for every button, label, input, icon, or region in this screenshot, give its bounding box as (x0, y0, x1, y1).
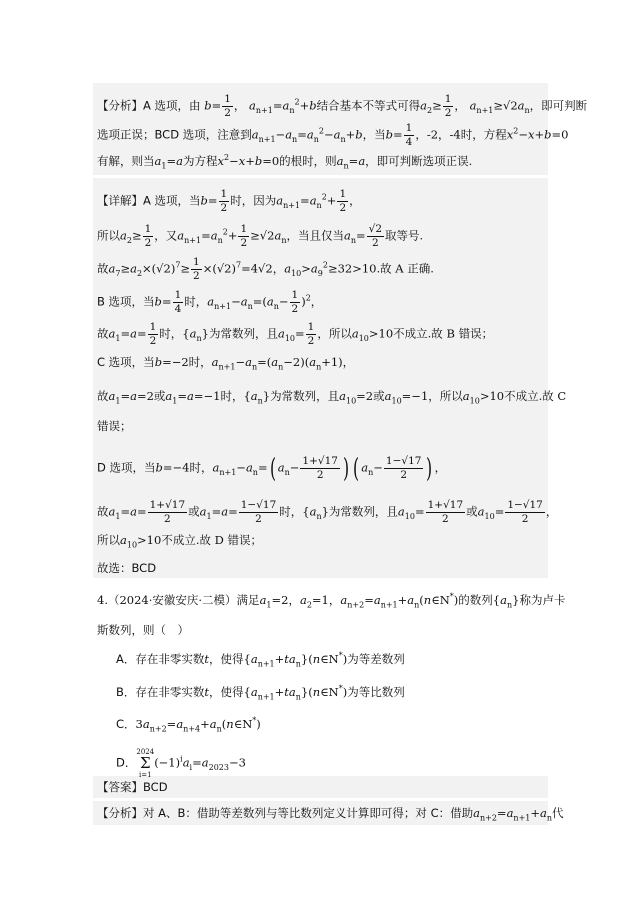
detail-line-1: 【详解】A 选项，当b= $\frac{1}{2}$ 时，因为$a_{n+1}=a_n^2+$ $\frac{1}{2}$ ， (97, 188, 361, 214)
detail-answer: 故选：BCD (97, 561, 157, 575)
detail-line-9: D 选项，当b=−4时，$a_{n+1}-a_n=$( $a_n-$ $\frac{1+√17}{2}$ ) ( $a_n-$ $\frac{1-√17}{2}$ ) ， (97, 453, 447, 484)
analysis-line-1: 【分析】A 选项，由 b= $\frac{1}{2}$ ， $a_{n+1}=a_n^2+b$结合基本不等式可得$a_2\ge$ $\frac{1}{2}$ ， $a_{n+1}\ge√2a_n$，即可判断 (97, 93, 588, 119)
detail-line-11: 所以$a_{10}>10$不成立.故 D 错误； (97, 533, 263, 550)
option-d[interactable]: D．2024 Σ $i=1(-1)^ia_i=a_{2023}-3$ (116, 748, 246, 779)
question-4-line-2: 斯数列，则（ ） (97, 623, 189, 637)
option-c[interactable]: C．$3a_{n+2}=a_{n+4}+a_n(n\in N^*)$ (116, 716, 261, 734)
analysis2-line-1: 【分析】对 A、B：借助等差数列与等比数列定义计算即可得；对 C：借助$a_{n+2}=a_{n+1}+a_n$代 (97, 806, 564, 823)
detail-line-6: C 选项，当b=−2时，$a_{n+1}-a_n=(a_n-2)(a_n+1)$， (97, 355, 355, 372)
detail-line-4: B 选项，当b= $\frac{1}{4}$ 时，$a_{n+1}-a_n=(a_n-$ $\frac{1}{2}$ )$^2$， (97, 289, 323, 315)
detail-line-8: 错误； (97, 419, 132, 433)
detail-line-10: 故$a_1=a=$ $\frac{1+√17}{2}$ 或$a_1=a=$ $\frac{1-√17}{2}$ 时，$\{a_n\}$为常数列，且$a_{10}=$ $\frac{1+√17}{2}$ 或$a_{10}=$ $\frac{1-√17}{2}$ ， (97, 499, 558, 525)
analysis-line-2: 选项正误；BCD 选项，注意到$a_{n+1}-a_n=a_n^2-a_n+b$，当b= $\frac{1}{4}$ ，-2，-4时，方程$x^2-x+b=0$ (97, 122, 569, 148)
detail-line-7: 故$a_1=a=2$或$a_1=a=-1$时，$\{a_n\}$为常数列，且$a_{10}=2$或$a_{10}=-1$，所以$a_{10}>10$不成立.故 C (97, 389, 567, 406)
detail-line-5: 故$a_1=a=$ $\frac{1}{2}$ 时，$\{a_n\}$为常数列，且$a_{10}=$ $\frac{1}{2}$ ，所以$a_{10}>10$不成立.故 B 错误； (97, 321, 494, 347)
option-b[interactable]: B．存在非零实数t，使得$\{a_{n+1}+ta_n\}(n\in N^*)$为等比数列 (116, 684, 405, 702)
detail-line-3: 故$a_7\ge a_2\times(√2)^7\ge$ $\frac{1}{2}$ $\times(√2)^7=4√2$，$a_{10}>a_9^2\ge 32>10$.故 A 正确. (97, 256, 434, 282)
answer-4: 【答案】BCD (97, 780, 168, 794)
analysis-line-3: 有解，则当$a_1=a$为方程$x^2-x+b=0$的根时，则$a_n=a$，即可判断选项正误. (97, 153, 473, 171)
question-4-line-1: 4.（2024·安徽安庆·二模）满足$a_1=2$，$a_2=1$，$a_{n+2}=a_{n+1}+a_n(n\in N^*)$的数列$\{a_n\}$称为卢卡 (97, 592, 566, 610)
option-a[interactable]: A．存在非零实数t，使得$\{a_{n+1}+ta_n\}(n\in N^*)$为等差数列 (116, 651, 405, 669)
detail-line-2: 所以$a_2\ge$ $\frac{1}{2}$ ，又$a_{n+1}=a_n^2+$ $\frac{1}{2}$ $\ge√2a_n$，当且仅当$a_n=$ $\frac{√2}{2}$ 取等号. (97, 223, 424, 249)
